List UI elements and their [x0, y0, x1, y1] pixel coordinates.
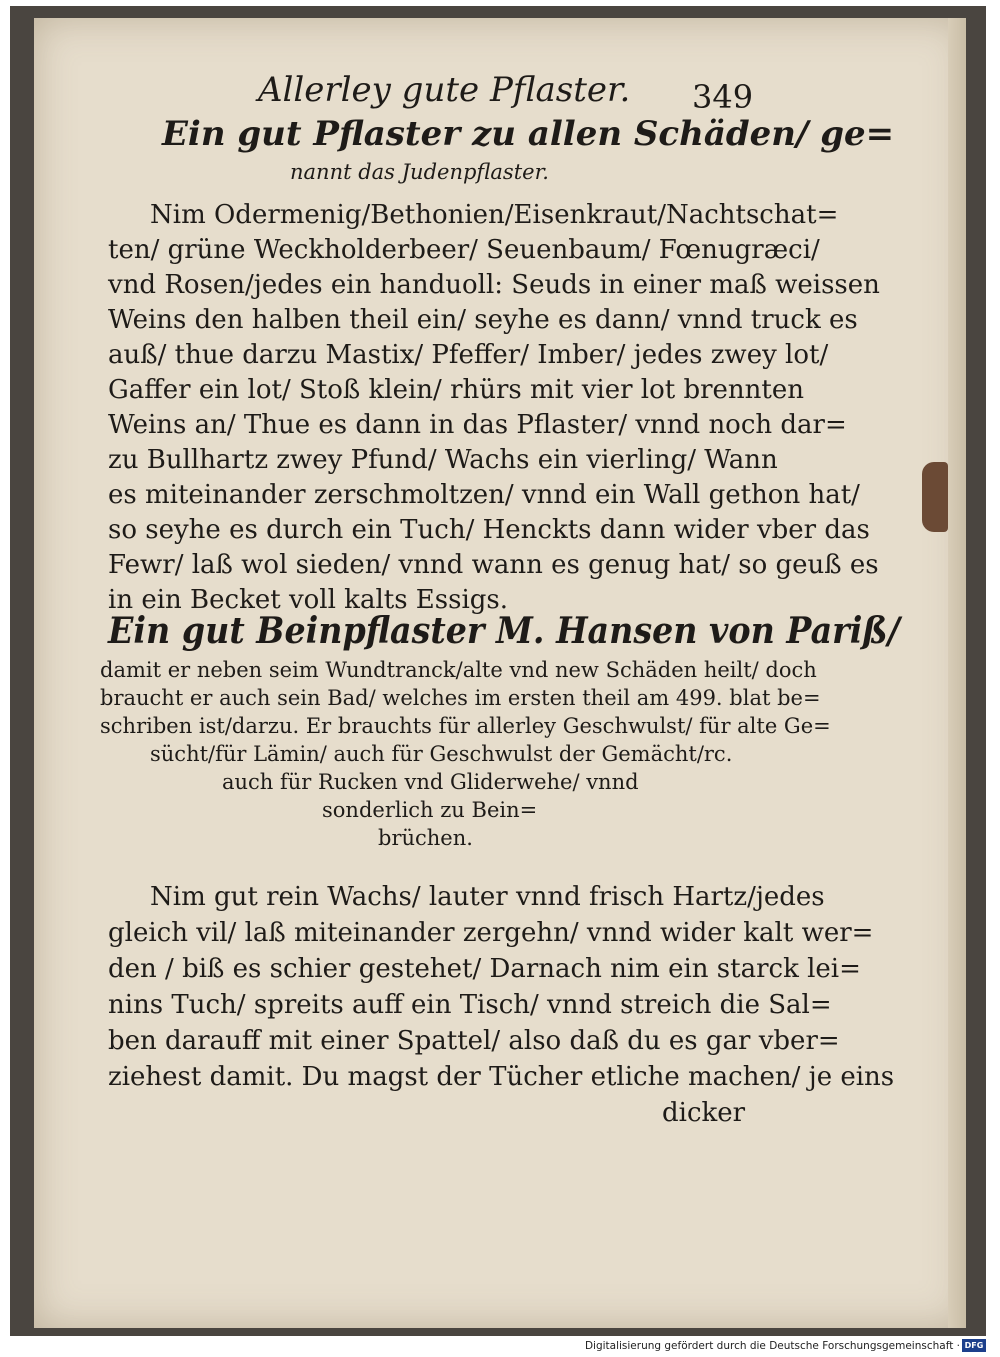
- dfg-credit-text: Digitalisierung gefördert durch die Deutsche Forschungsgemeinschaft ·: [584, 1340, 960, 1352]
- page-number: 349: [692, 78, 754, 116]
- section-2-subheading-line: sücht/für Lämin/ auch für Geschwulst der Gemächt/rc.: [150, 742, 733, 766]
- page-edge: [948, 18, 966, 1328]
- section-2-line: nins Tuch/ spreits auff ein Tisch/ vnnd streich die Sal=: [108, 990, 832, 1020]
- running-head: Allerley gute Pflaster.: [258, 70, 631, 110]
- section-1-line: ten/ grüne Weckholderbeer/ Seuenbaum/ Fœnugræci/: [108, 235, 820, 265]
- section-2-line: den / biß es schier gestehet/ Darnach nim ein starck lei=: [108, 954, 861, 984]
- section-1-line: zu Bullhartz zwey Pfund/ Wachs ein vierling/ Wann: [108, 445, 778, 475]
- section-2-line: Nim gut rein Wachs/ lauter vnnd frisch Hartz/jedes: [150, 882, 825, 912]
- dfg-logo-icon: DFG: [962, 1339, 986, 1352]
- section-1-line: Weins den halben theil ein/ seyhe es dann/ vnnd truck es: [108, 305, 858, 335]
- section-1-line: auß/ thue darzu Mastix/ Pfeffer/ Imber/ jedes zwey lot/: [108, 340, 829, 370]
- section-1-line: Fewr/ laß wol sieden/ vnnd wann es genug hat/ so geuß es: [108, 550, 879, 580]
- section-2-heading: Ein gut Beinpflaster M. Hansen von Pariß/: [108, 610, 900, 652]
- section-1-line: es miteinander zerschmoltzen/ vnnd ein Wall gethon hat/: [108, 480, 860, 510]
- section-1-line: Gaffer ein lot/ Stoß klein/ rhürs mit vier lot brennten: [108, 375, 804, 405]
- section-1-heading-cont: nannt das Judenpflaster.: [290, 160, 549, 184]
- section-1-line: Weins an/ Thue es dann in das Pflaster/ vnnd noch dar=: [108, 410, 847, 440]
- section-1-line: Nim Odermenig/Bethonien/Eisenkraut/Nachtschat=: [150, 200, 839, 230]
- section-2-subheading-line: auch für Rucken vnd Gliderwehe/ vnnd: [222, 770, 639, 794]
- section-1-line: vnd Rosen/jedes ein handuoll: Seuds in einer maß weissen: [108, 270, 880, 300]
- section-2-subheading-line: damit er neben seim Wundtranck/alte vnd new Schäden heilt/ doch: [100, 658, 817, 682]
- section-2-subheading-line: sonderlich zu Bein=: [322, 798, 538, 822]
- page-tab-mark: [922, 462, 948, 532]
- section-2-line: ben darauff mit einer Spattel/ also daß du es gar vber=: [108, 1026, 840, 1056]
- catchword: dicker: [662, 1098, 746, 1128]
- section-1-heading: Ein gut Pflaster zu allen Schäden/ ge=: [162, 114, 895, 154]
- section-2-line: ziehest damit. Du magst der Tücher etliche machen/ je eins: [108, 1062, 895, 1092]
- section-2-line: gleich vil/ laß miteinander zergehn/ vnnd wider kalt wer=: [108, 918, 874, 948]
- section-1-line: in ein Becket voll kalts Essigs.: [108, 585, 509, 615]
- section-2-subheading-line: brüchen.: [378, 826, 473, 850]
- section-2-subheading-line: braucht er auch sein Bad/ welches im ersten theil am 499. blat be=: [100, 686, 821, 710]
- section-2-subheading-line: schriben ist/darzu. Er brauchts für allerley Geschwulst/ für alte Ge=: [100, 714, 831, 738]
- section-1-line: so seyhe es durch ein Tuch/ Henckts dann wider vber das: [108, 515, 870, 545]
